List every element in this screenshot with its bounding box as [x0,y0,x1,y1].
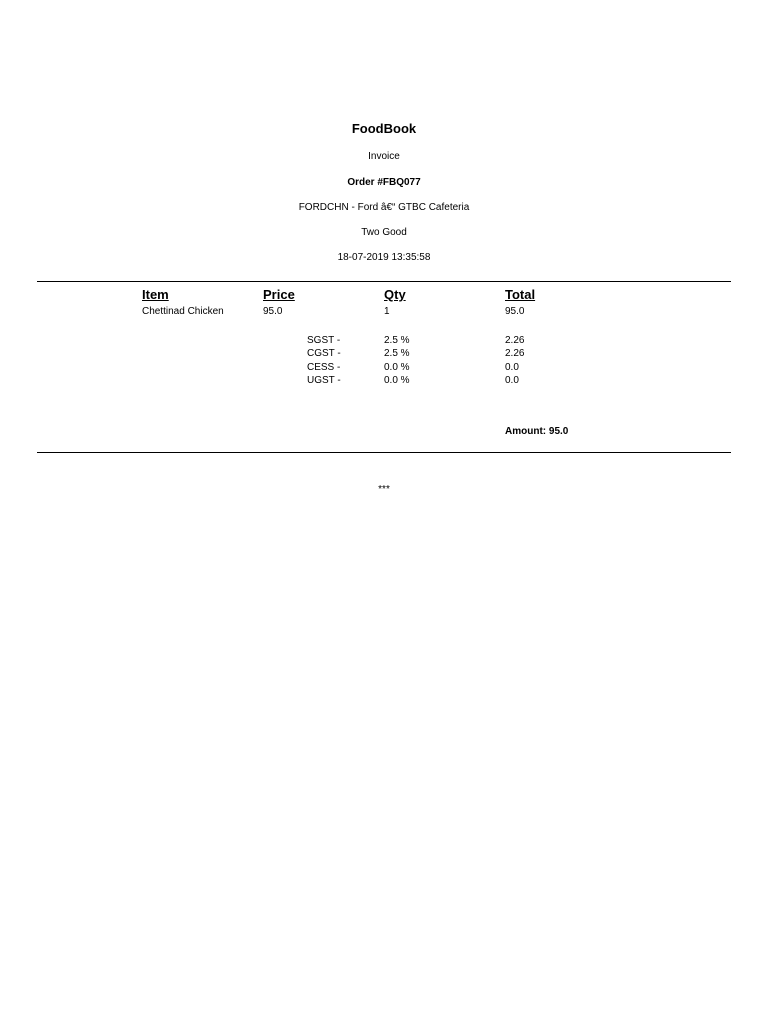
tax-label: CGST - [307,348,341,359]
tax-rate: 2.5 % [384,335,410,346]
document-type: Invoice [368,151,400,162]
tax-label: CESS - [307,362,341,373]
tax-label: UGST - [307,375,341,386]
order-datetime: 18-07-2019 13:35:58 [337,252,431,263]
row-item-name: Chettinad Chicken [142,306,224,317]
column-header-qty: Qty [384,287,406,302]
row-item-total: 95.0 [505,306,525,317]
tax-amount: 2.26 [505,335,525,346]
tax-amount: 0.0 [505,362,519,373]
tax-amount: 0.0 [505,375,519,386]
tax-rate: 2.5 % [384,348,410,359]
top-divider [37,281,731,282]
brand-title: FoodBook [351,121,417,136]
order-number: Order #FBQ077 [347,177,421,188]
tax-rate: 0.0 % [384,375,410,386]
row-item-price: 95.0 [263,306,283,317]
row-item-qty: 1 [384,306,390,317]
vendor-name: Two Good [361,227,407,238]
cafeteria-location: FORDCHN - Ford â€“ GTBC Cafeteria [298,202,470,213]
end-marker: *** [378,484,390,495]
tax-amount: 2.26 [505,348,525,359]
total-amount: Amount: 95.0 [505,426,569,437]
tax-label: SGST - [307,335,341,346]
tax-rate: 0.0 % [384,362,410,373]
column-header-item: Item [142,287,169,302]
column-header-price: Price [263,287,295,302]
bottom-divider [37,452,731,453]
column-header-total: Total [505,287,536,302]
